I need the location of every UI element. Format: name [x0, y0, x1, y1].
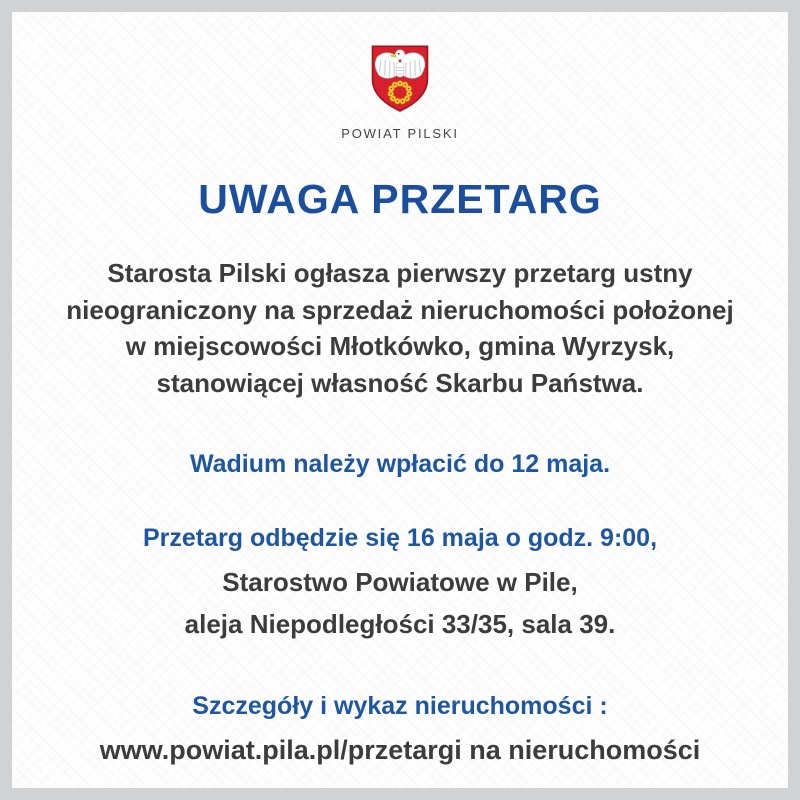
powiat-pilski-coat-of-arms-icon — [368, 44, 432, 114]
brand-name: POWIAT PILSKI — [341, 126, 459, 141]
details-url: www.powiat.pila.pl/przetargi na nieruchomości — [99, 735, 701, 765]
intro-line-2: nieograniczony na sprzedaż nieruchomości położonej — [66, 294, 734, 325]
poster-headline: UWAGA PRZETARG — [198, 176, 602, 222]
auction-info — [143, 523, 657, 639]
details-heading: Szczegóły i wykaz nieruchomości : — [192, 692, 608, 720]
intro-line-4: stanowiącej własność Skarbu Państwa. — [156, 367, 644, 398]
details-section — [100, 691, 701, 767]
auction-address: aleja Niepodległości 33/35, sala 39. — [184, 609, 616, 639]
intro-line-1: Starosta Pilski ogłasza pierwszy przetarg ustny — [107, 258, 693, 288]
auction-venue: Starostwo Powiatowe w Pile, — [222, 567, 578, 597]
wadium-deadline-note: Wadium należy wpłacić do 12 maja. — [189, 450, 611, 478]
intro-line-3: w miejscowości Młotkówko, gmina Wyrzysk, — [125, 331, 675, 361]
poster-canvas — [12, 12, 788, 788]
intro-paragraph — [66, 255, 733, 401]
auction-datetime: Przetarg odbędzie się 16 maja o godz. 9:00, — [142, 524, 658, 552]
